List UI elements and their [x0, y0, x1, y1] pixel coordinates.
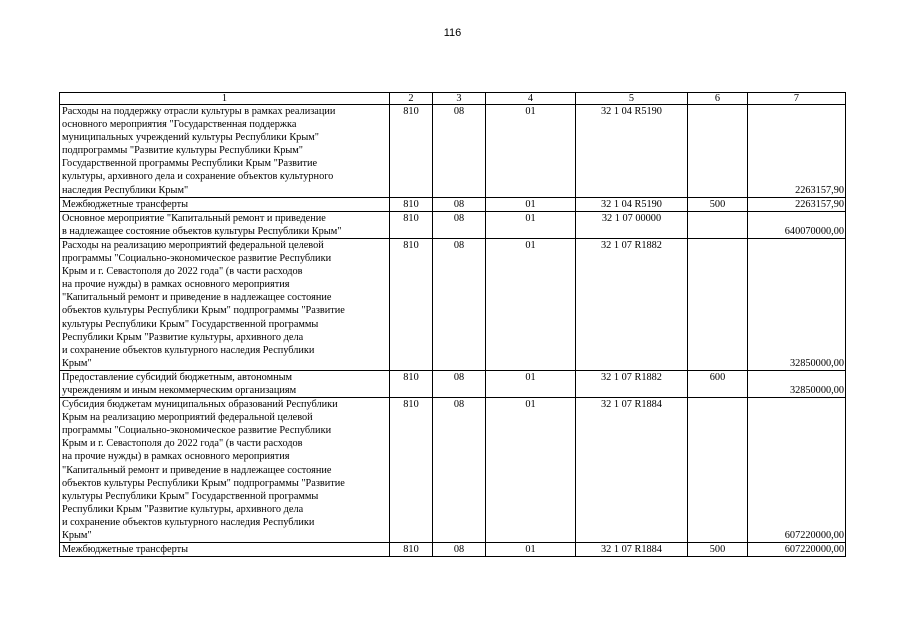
row-amount: 32850000,00: [748, 370, 846, 397]
row-amount: 2263157,90: [748, 197, 846, 211]
row-amount: 607220000,00: [748, 398, 846, 543]
row-code-6: 500: [688, 197, 748, 211]
header-cell-2: 2: [390, 93, 433, 105]
row-description: Основное мероприятие "Капитальный ремонт и приведение в надлежащее состояние объектов культуры Республики Крым": [60, 211, 390, 238]
row-amount: 2263157,90: [748, 105, 846, 198]
row-code-4: 01: [486, 543, 576, 557]
table-row: [60, 543, 846, 557]
row-code-5: 32 1 07 R1884: [576, 398, 688, 543]
row-code-3: 08: [433, 370, 486, 397]
row-code-6: 500: [688, 543, 748, 557]
table-row: [60, 370, 846, 397]
row-amount: 32850000,00: [748, 238, 846, 370]
table-row: [60, 105, 846, 198]
header-cell-7: 7: [748, 93, 846, 105]
row-code-6: [688, 211, 748, 238]
table-row: [60, 238, 846, 370]
header-row: [60, 93, 846, 105]
row-code-4: 01: [486, 197, 576, 211]
row-code-4: 01: [486, 105, 576, 198]
header-cell-6: 6: [688, 93, 748, 105]
page-number: 116: [443, 27, 462, 39]
table-row: [60, 398, 846, 543]
row-code-2: 810: [390, 543, 433, 557]
row-description: Предоставление субсидий бюджетным, автономным учреждениям и иным некоммерческим организациям: [60, 370, 390, 397]
row-code-2: 810: [390, 197, 433, 211]
row-code-2: 810: [390, 211, 433, 238]
row-code-3: 08: [433, 398, 486, 543]
row-code-4: 01: [486, 370, 576, 397]
row-code-3: 08: [433, 105, 486, 198]
header-cell-4: 4: [486, 93, 576, 105]
row-description: Расходы на поддержку отрасли культуры в рамках реализации основного мероприятия "Государственная поддержка муниципальных учреждений культуры Республики Крым" подпрограммы "Развитие культуры Республики Крым" Государственной программы Республики Крым "Развитие культуры, архивного дела и сохранение объектов культурного наследия Республики Крым": [60, 105, 390, 198]
row-amount: 640070000,00: [748, 211, 846, 238]
header-cell-3: 3: [433, 93, 486, 105]
row-code-5: 32 1 07 00000: [576, 211, 688, 238]
row-description: Расходы на реализацию мероприятий федеральной целевой программы "Социально-экономическое развитие Республики Крым и г. Севастополя до 2022 года" (в части расходов на прочие нужды) в рамках основного мероприятия "Капитальный ремонт и приведение в надлежащее состояние объектов культуры Республики Крым" подпрограммы "Развитие культуры Республики Крым" Государственной программы Республики Крым "Развитие культуры, архивного дела и сохранение объектов культурного наследия Республики Крым": [60, 238, 390, 370]
row-code-5: 32 1 04 R5190: [576, 105, 688, 198]
row-code-6: 600: [688, 370, 748, 397]
table-row: [60, 197, 846, 211]
row-description: Субсидия бюджетам муниципальных образований Республики Крым на реализацию мероприятий федеральной целевой программы "Социально-экономическое развитие Республики Крым и г. Севастополя до 2022 года" (в части расходов на прочие нужды) в рамках основного мероприятия "Капитальный ремонт и приведение в надлежащее состояние объектов культуры Республики Крым" подпрограммы "Развитие культуры Республики Крым" Государственной программы Республики Крым "Развитие культуры, архивного дела и сохранение объектов культурного наследия Республики Крым": [60, 398, 390, 543]
row-description: Межбюджетные трансферты: [60, 543, 390, 557]
row-code-6: [688, 238, 748, 370]
row-code-3: 08: [433, 238, 486, 370]
header-cell-1: 1: [60, 93, 390, 105]
row-code-3: 08: [433, 197, 486, 211]
row-code-6: [688, 398, 748, 543]
row-code-4: 01: [486, 211, 576, 238]
row-code-5: 32 1 07 R1884: [576, 543, 688, 557]
header-cell-5: 5: [576, 93, 688, 105]
row-description: Межбюджетные трансферты: [60, 197, 390, 211]
row-code-2: 810: [390, 370, 433, 397]
row-code-3: 08: [433, 543, 486, 557]
row-code-3: 08: [433, 211, 486, 238]
budget-table: [59, 92, 846, 557]
row-code-4: 01: [486, 398, 576, 543]
table-row: [60, 211, 846, 238]
row-code-4: 01: [486, 238, 576, 370]
row-code-5: 32 1 04 R5190: [576, 197, 688, 211]
row-code-5: 32 1 07 R1882: [576, 370, 688, 397]
row-code-2: 810: [390, 398, 433, 543]
row-amount: 607220000,00: [748, 543, 846, 557]
row-code-6: [688, 105, 748, 198]
row-code-5: 32 1 07 R1882: [576, 238, 688, 370]
row-code-2: 810: [390, 105, 433, 198]
row-code-2: 810: [390, 238, 433, 370]
